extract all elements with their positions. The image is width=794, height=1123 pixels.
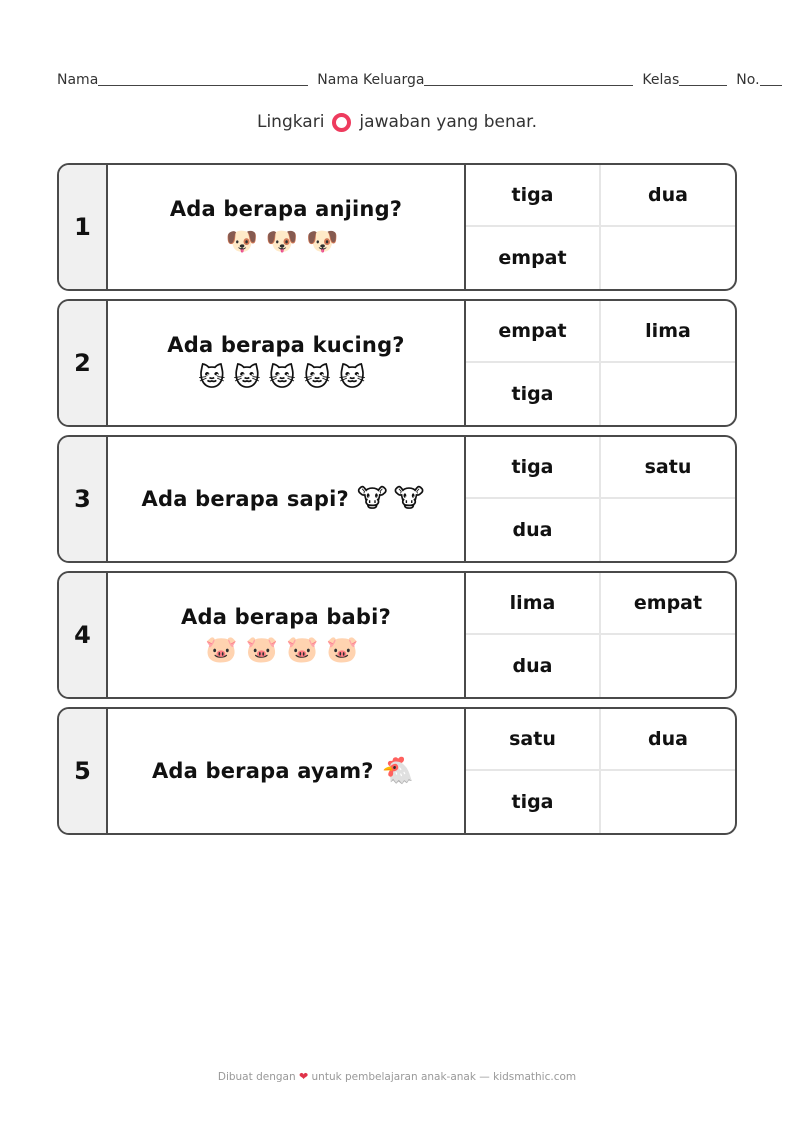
question-text: Ada berapa kucing? xyxy=(167,333,405,357)
question-cell xyxy=(108,301,466,425)
answer-option[interactable]: satu xyxy=(466,709,601,771)
question-number: 2 xyxy=(59,301,108,425)
answer-option[interactable]: empat xyxy=(601,573,735,635)
question-text: Ada berapa sapi? xyxy=(141,487,349,511)
footer xyxy=(0,1070,794,1083)
answer-options xyxy=(466,165,735,289)
cat-icon: 🐱🐱🐱🐱🐱 xyxy=(198,363,374,393)
pig-icon: 🐷🐷🐷🐷 xyxy=(205,635,367,665)
class-blank[interactable] xyxy=(679,72,727,86)
question-cell xyxy=(108,573,466,697)
question-cell xyxy=(108,709,466,833)
name-label: Nama xyxy=(57,72,99,88)
class-label: Kelas xyxy=(642,72,680,88)
answer-option[interactable]: tiga xyxy=(466,771,601,833)
question-text: Ada berapa anjing? xyxy=(169,197,403,221)
answer-options xyxy=(466,709,735,833)
question-number: 1 xyxy=(59,165,108,289)
answer-option-empty xyxy=(601,227,735,289)
question-card-3 xyxy=(57,435,737,563)
answer-option-empty xyxy=(601,363,735,425)
answer-option-empty xyxy=(601,771,735,833)
question-number: 4 xyxy=(59,573,108,697)
instruction xyxy=(0,112,794,132)
number-label: No. xyxy=(736,72,760,88)
answer-option[interactable]: empat xyxy=(466,301,601,363)
name-field[interactable] xyxy=(57,72,308,88)
question-cell xyxy=(108,437,466,561)
number-blank[interactable] xyxy=(760,72,782,86)
family-name-field[interactable] xyxy=(317,72,633,88)
circle-icon xyxy=(332,113,351,132)
heart-icon: ❤ xyxy=(298,1070,309,1083)
instruction-text-before: Lingkari xyxy=(256,112,325,132)
question-cell xyxy=(108,165,466,289)
cow-icon: 🐮🐮 xyxy=(356,484,431,514)
question-card-5 xyxy=(57,707,737,835)
footer-text-after: untuk pembelajaran anak-anak — kidsmathic.com xyxy=(311,1071,577,1083)
answer-option-empty xyxy=(601,499,735,561)
answer-option[interactable]: tiga xyxy=(466,437,601,499)
answer-option[interactable]: dua xyxy=(466,499,601,561)
question-card-2 xyxy=(57,299,737,427)
instruction-text-after: jawaban yang benar. xyxy=(359,112,537,132)
dog-icon: 🐶🐶🐶 xyxy=(225,227,347,257)
footer-text-before: Dibuat dengan xyxy=(217,1071,296,1083)
answer-option-empty xyxy=(601,635,735,697)
answer-option[interactable]: dua xyxy=(466,635,601,697)
question-card-4 xyxy=(57,571,737,699)
question-card-1 xyxy=(57,163,737,291)
family-name-blank[interactable] xyxy=(424,72,633,86)
answer-option[interactable]: empat xyxy=(466,227,601,289)
answer-option[interactable]: dua xyxy=(601,709,735,771)
answer-option[interactable]: satu xyxy=(601,437,735,499)
number-field[interactable] xyxy=(736,72,781,88)
answer-option[interactable]: lima xyxy=(466,573,601,635)
family-name-label: Nama Keluarga xyxy=(317,72,425,88)
student-info-header xyxy=(57,68,794,88)
question-text: Ada berapa babi? xyxy=(181,605,391,629)
chicken-icon: 🐔 xyxy=(381,756,421,786)
question-text: Ada berapa ayam? xyxy=(151,759,374,783)
answer-option[interactable]: dua xyxy=(601,165,735,227)
answer-options xyxy=(466,437,735,561)
answer-options xyxy=(466,301,735,425)
answer-option[interactable]: lima xyxy=(601,301,735,363)
question-number: 3 xyxy=(59,437,108,561)
answer-options xyxy=(466,573,735,697)
class-field[interactable] xyxy=(642,72,727,88)
answer-option[interactable]: tiga xyxy=(466,165,601,227)
question-number: 5 xyxy=(59,709,108,833)
answer-option[interactable]: tiga xyxy=(466,363,601,425)
name-blank[interactable] xyxy=(98,72,308,86)
